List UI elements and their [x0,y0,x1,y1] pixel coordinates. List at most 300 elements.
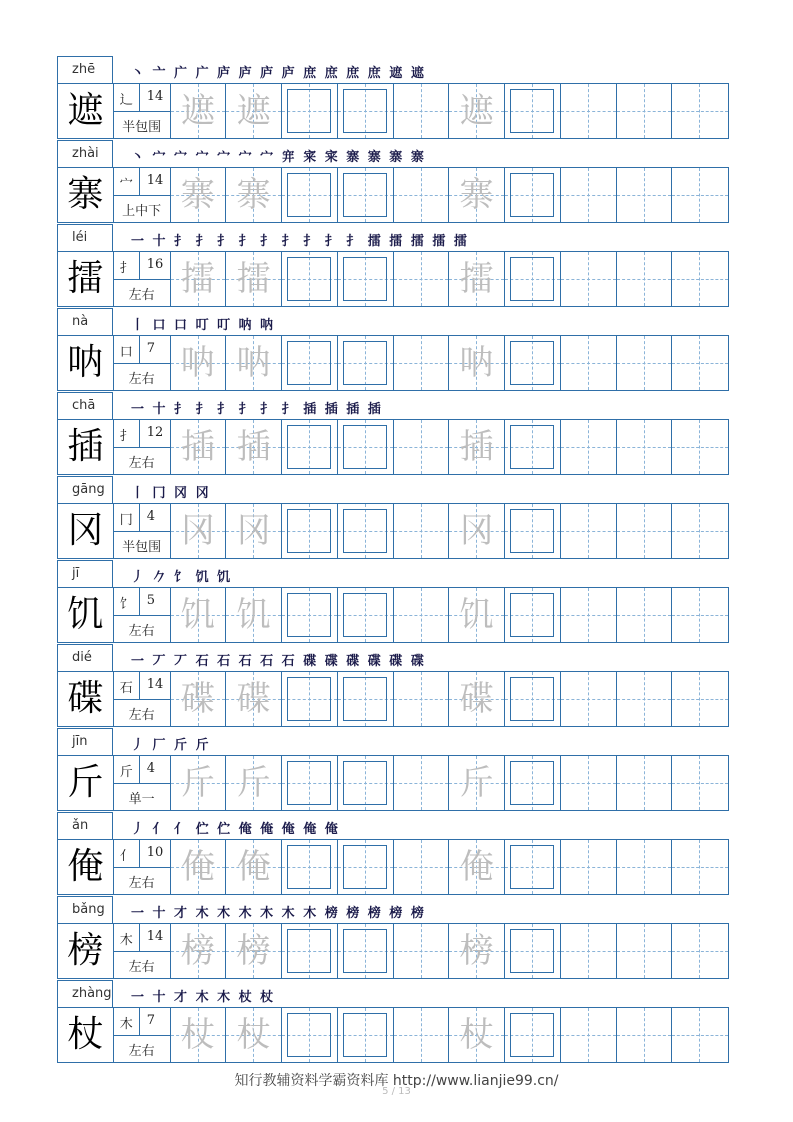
structure: 左右 [128,288,155,303]
model-char: 饥 [58,588,114,642]
practice-cell [338,840,394,894]
radical: 木 [119,933,133,948]
char-info [114,588,171,642]
stroke-order: 一 十 才 木 木 木 木 木 木 榜 榜 榜 榜 榜 [131,906,426,921]
char-info [114,840,171,894]
structure: 半包围 [122,120,162,135]
practice-cell [672,336,728,390]
stroke-count: 14 [146,677,164,692]
trace-char: 俺 [459,847,494,887]
stroke-order: 丨 口 口 叮 叮 呐 呐 [131,318,276,333]
practice-square [287,173,331,217]
trace-char: 饥 [459,595,494,635]
trace-char: 冈 [180,511,215,551]
radical: 亻 [119,849,133,864]
practice-cell [171,1008,227,1062]
practice-cell [672,1008,728,1062]
practice-cell [505,168,561,222]
practice-cell [394,840,450,894]
practice-cell [449,924,505,978]
practice-cell [449,840,505,894]
char-entry [57,896,729,980]
char-entry [57,140,729,224]
trace-char: 碟 [180,679,215,719]
practice-cell [561,420,617,474]
practice-cell [171,672,227,726]
practice-cell [449,168,505,222]
practice-cell [394,420,450,474]
practice-cell [449,588,505,642]
stroke-order: 丿 𠂊 饣 饥 饥 [131,570,233,585]
practice-row [57,419,729,475]
stroke-count: 5 [146,593,156,608]
char-entry [57,644,729,728]
radical: 木 [119,1017,133,1032]
radical: 扌 [119,429,133,444]
practice-cell [617,756,673,810]
pinyin-label: zhē [57,56,113,83]
practice-cell [505,756,561,810]
trace-char: 饥 [236,595,271,635]
practice-cell [394,252,450,306]
practice-cell [282,672,338,726]
practice-square [287,929,331,973]
practice-cell [282,924,338,978]
practice-row [57,671,729,727]
practice-cell [338,168,394,222]
practice-cell [394,672,450,726]
practice-cell [171,84,227,138]
trace-char: 插 [459,427,494,467]
practice-cell [617,672,673,726]
char-info [114,756,171,810]
practice-cell [338,252,394,306]
practice-cell [226,504,282,558]
practice-square [510,425,554,469]
practice-cell [282,84,338,138]
practice-cell [672,504,728,558]
practice-row [57,923,729,979]
practice-cell [394,588,450,642]
practice-cell [617,252,673,306]
char-entry [57,308,729,392]
stroke-count: 10 [146,845,164,860]
practice-square [343,929,387,973]
practice-square [343,761,387,805]
model-char: 榜 [58,924,114,978]
practice-cell [338,420,394,474]
practice-square [510,89,554,133]
practice-cell [282,252,338,306]
practice-square [510,593,554,637]
model-char: 寨 [58,168,114,222]
practice-cell [171,168,227,222]
radical: 斤 [119,765,133,780]
practice-cell [672,84,728,138]
practice-cell [617,336,673,390]
structure: 左右 [128,372,155,387]
practice-cell [449,1008,505,1062]
radical: 饣 [119,597,133,612]
stroke-order: 丿 厂 斤 斤 [131,738,211,753]
char-entry [57,728,729,812]
practice-square [287,257,331,301]
char-info [114,924,171,978]
practice-row [57,503,729,559]
page-number: 5 / 13 [382,1086,411,1097]
practice-cell [171,504,227,558]
char-info [114,420,171,474]
practice-cell [561,924,617,978]
radical: 辶 [119,93,133,108]
trace-char: 俺 [180,847,215,887]
structure: 上中下 [122,204,162,219]
trace-char: 呐 [459,343,494,383]
trace-char: 杖 [459,1015,494,1055]
practice-cell [394,336,450,390]
pinyin-label: nà [57,308,113,335]
char-info [114,504,171,558]
practice-cell [171,252,227,306]
practice-square [343,677,387,721]
trace-char: 擂 [236,259,271,299]
practice-square [343,89,387,133]
practice-cell [672,588,728,642]
model-char: 遮 [58,84,114,138]
radical: 口 [119,345,133,360]
practice-square [510,341,554,385]
stroke-order: 一 十 才 木 木 杖 杖 [131,990,276,1005]
practice-cell [561,336,617,390]
practice-cell [505,840,561,894]
practice-cell [338,84,394,138]
practice-square [510,257,554,301]
practice-square [343,1013,387,1057]
structure: 左右 [128,876,155,891]
practice-square [343,593,387,637]
char-entry [57,224,729,308]
practice-cell [394,924,450,978]
trace-char: 遮 [459,91,494,131]
trace-char: 斤 [459,763,494,803]
practice-square [343,173,387,217]
practice-cell [171,924,227,978]
practice-cell [672,924,728,978]
practice-cell [226,168,282,222]
stroke-order: 丶 宀 宀 宀 宀 宀 宀 宑 宷 宷 寨 寨 寨 寨 [131,150,426,165]
practice-square [510,845,554,889]
stroke-count: 4 [146,761,156,776]
trace-char: 呐 [236,343,271,383]
char-entry [57,812,729,896]
practice-cell [505,84,561,138]
practice-cell [561,588,617,642]
structure: 左右 [128,1044,155,1059]
practice-cell [617,420,673,474]
trace-char: 榜 [459,931,494,971]
trace-char: 冈 [459,511,494,551]
radical: 扌 [119,261,133,276]
trace-char: 寨 [459,175,494,215]
trace-char: 插 [180,427,215,467]
structure: 左右 [128,960,155,975]
practice-cell [672,168,728,222]
radical: 宀 [119,177,133,192]
structure: 左右 [128,456,155,471]
pinyin-label: bǎng [57,896,113,923]
stroke-order: 丶 亠 广 广 庐 庐 庐 庐 庶 庶 庶 庶 遮 遮 [131,66,426,81]
trace-char: 斤 [236,763,271,803]
practice-cell [617,588,673,642]
pinyin-label: ǎn [57,812,113,839]
trace-char: 擂 [180,259,215,299]
stroke-order: 丿 亻 亻 伫 伫 俺 俺 俺 俺 俺 [131,822,340,837]
practice-row [57,1007,729,1063]
practice-row [57,755,729,811]
practice-square [287,509,331,553]
practice-cell [226,1008,282,1062]
practice-cell [226,672,282,726]
trace-char: 呐 [180,343,215,383]
practice-cell [226,420,282,474]
char-info [114,1008,171,1062]
practice-cell [282,336,338,390]
practice-square [287,341,331,385]
practice-cell [617,1008,673,1062]
practice-row [57,251,729,307]
practice-square [287,89,331,133]
practice-cell [561,168,617,222]
stroke-count: 14 [146,173,164,188]
stroke-count: 12 [146,425,164,440]
practice-cell [449,252,505,306]
structure: 单一 [128,792,155,807]
stroke-order: 丨 冂 冈 冈 [131,486,211,501]
practice-row [57,587,729,643]
stroke-count: 7 [146,1013,156,1028]
char-entry [57,476,729,560]
practice-square [510,173,554,217]
practice-square [510,761,554,805]
stroke-count: 16 [146,257,164,272]
practice-cell [449,756,505,810]
practice-cell [338,336,394,390]
char-entry [57,560,729,644]
practice-cell [171,588,227,642]
model-char: 擂 [58,252,114,306]
practice-cell [505,924,561,978]
practice-cell [226,840,282,894]
stroke-order: 一 丆 丆 石 石 石 石 石 碟 碟 碟 碟 碟 碟 [131,654,426,669]
practice-cell [282,168,338,222]
practice-cell [226,588,282,642]
practice-cell [394,1008,450,1062]
practice-square [510,1013,554,1057]
practice-cell [617,840,673,894]
trace-char: 寨 [180,175,215,215]
practice-cell [449,504,505,558]
radical: 冂 [119,513,133,528]
practice-square [287,761,331,805]
practice-cell [561,504,617,558]
practice-cell [282,840,338,894]
practice-cell [449,420,505,474]
trace-char: 遮 [180,91,215,131]
practice-cell [282,588,338,642]
practice-square [343,845,387,889]
practice-cell [561,84,617,138]
model-char: 呐 [58,336,114,390]
stroke-count: 7 [146,341,156,356]
practice-cell [617,168,673,222]
trace-char: 斤 [180,763,215,803]
model-char: 冈 [58,504,114,558]
stroke-order: 一 十 扌 扌 扌 扌 扌 扌 插 插 插 插 [131,402,383,417]
practice-cell [282,420,338,474]
practice-cell [226,756,282,810]
practice-square [510,677,554,721]
practice-cell [505,672,561,726]
practice-cell [561,1008,617,1062]
practice-cell [282,756,338,810]
practice-cell [282,1008,338,1062]
pinyin-label: dié [57,644,113,671]
practice-cell [505,588,561,642]
radical: 石 [119,681,133,696]
practice-cell [449,672,505,726]
model-char: 碟 [58,672,114,726]
trace-char: 碟 [459,679,494,719]
practice-row [57,83,729,139]
stroke-count: 14 [146,929,164,944]
pinyin-label: chā [57,392,113,419]
practice-cell [672,840,728,894]
trace-char: 遮 [236,91,271,131]
structure: 左右 [128,708,155,723]
practice-cell [226,924,282,978]
practice-cell [338,672,394,726]
practice-cell [617,924,673,978]
practice-cell [226,336,282,390]
practice-cell [617,84,673,138]
stroke-order: 一 十 扌 扌 扌 扌 扌 扌 扌 扌 扌 擂 擂 擂 擂 擂 [131,234,469,249]
practice-cell [672,252,728,306]
char-info [114,168,171,222]
practice-cell [394,504,450,558]
pinyin-label: zhài [57,140,113,167]
char-info [114,672,171,726]
practice-cell [672,756,728,810]
footer-text: 知行教辅资料学霸资料库 http://www.lianjie99.cn/ [234,1073,559,1089]
practice-cell [672,672,728,726]
practice-cell [338,504,394,558]
model-char: 插 [58,420,114,474]
practice-cell [505,504,561,558]
practice-cell [394,168,450,222]
practice-row [57,167,729,223]
practice-cell [505,252,561,306]
pinyin-label: jī [57,560,113,587]
practice-cell [561,252,617,306]
stroke-count: 14 [146,89,164,104]
practice-cell [282,504,338,558]
char-info [114,336,171,390]
practice-cell [505,1008,561,1062]
practice-cell [226,252,282,306]
practice-cell [338,1008,394,1062]
trace-char: 寨 [236,175,271,215]
practice-cell [394,756,450,810]
model-char: 俺 [58,840,114,894]
practice-square [287,425,331,469]
stroke-count: 4 [146,509,156,524]
trace-char: 俺 [236,847,271,887]
practice-cell [338,756,394,810]
structure: 左右 [128,624,155,639]
pinyin-label: jīn [57,728,113,755]
practice-cell [505,336,561,390]
practice-cell [394,84,450,138]
practice-square [343,341,387,385]
practice-cell [672,420,728,474]
practice-cell [338,924,394,978]
char-entry [57,980,729,1064]
model-char: 杖 [58,1008,114,1062]
pinyin-label: léi [57,224,113,251]
practice-square [343,425,387,469]
practice-square [287,593,331,637]
practice-square [287,845,331,889]
practice-row [57,335,729,391]
trace-char: 杖 [236,1015,271,1055]
practice-cell [617,504,673,558]
trace-char: 插 [236,427,271,467]
practice-cell [171,336,227,390]
char-entry [57,392,729,476]
practice-square [510,929,554,973]
trace-char: 榜 [236,931,271,971]
structure: 半包围 [122,540,162,555]
practice-cell [561,840,617,894]
char-info [114,84,171,138]
practice-cell [449,336,505,390]
trace-char: 冈 [236,511,271,551]
trace-char: 碟 [236,679,271,719]
char-entry [57,56,729,140]
trace-char: 饥 [180,595,215,635]
practice-cell [561,672,617,726]
practice-cell [449,84,505,138]
practice-cell [171,420,227,474]
practice-square [287,677,331,721]
practice-cell [226,84,282,138]
practice-cell [505,420,561,474]
practice-cell [338,588,394,642]
pinyin-label: gāng [57,476,113,503]
char-info [114,252,171,306]
practice-cell [171,756,227,810]
pinyin-label: zhàng [57,980,113,1007]
practice-row [57,839,729,895]
trace-char: 擂 [459,259,494,299]
practice-square [287,1013,331,1057]
practice-square [510,509,554,553]
practice-cell [171,840,227,894]
practice-sheet [57,56,729,1064]
practice-cell [561,756,617,810]
trace-char: 杖 [180,1015,215,1055]
trace-char: 榜 [180,931,215,971]
